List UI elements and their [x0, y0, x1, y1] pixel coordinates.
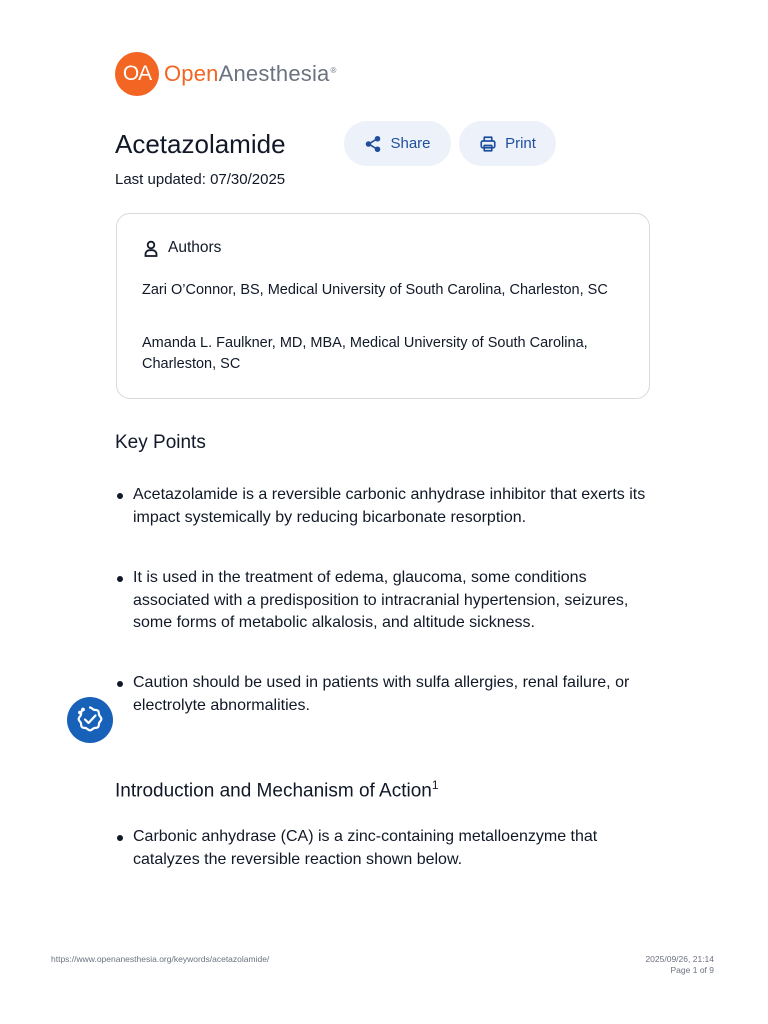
author-entry: Zari O’Connor, BS, Medical University of South Carolina, Charleston, SC: [142, 282, 608, 298]
intro-heading-text: Introduction and Mechanism of Action: [115, 780, 432, 802]
logo-registered: ®: [330, 65, 337, 75]
list-item: Carbonic anhydrase (CA) is a zinc-containing metalloenzyme that catalyzes the reversible reaction shown below.: [115, 826, 655, 871]
logo-wordmark: [164, 61, 337, 87]
authors-heading: [143, 239, 221, 257]
print-label: Print: [505, 135, 536, 152]
footer-datetime: 2025/09/26, 21:14: [645, 954, 714, 964]
reference-link[interactable]: 1: [431, 778, 439, 792]
printer-icon: [479, 135, 497, 153]
logo-anesthesia: Anesthesia: [218, 61, 330, 86]
openanesthesia-logo[interactable]: [115, 52, 337, 96]
page-title: Acetazolamide: [115, 129, 286, 159]
list-item: Caution should be used in patients with sulfa allergies, renal failure, or electrolyte abnormalities.: [115, 672, 655, 717]
last-updated: Last updated: 07/30/2025: [115, 171, 286, 188]
print-button[interactable]: [459, 121, 556, 166]
key-points-list: [115, 672, 655, 717]
logo-open: Open: [164, 61, 219, 86]
list-item: Acetazolamide is a reversible carbonic anhydrase inhibitor that exerts its impact systemically by reducing bicarbonate resorption.: [115, 484, 655, 529]
share-label: Share: [390, 135, 431, 152]
user-icon: [143, 240, 159, 257]
authors-heading-label: Authors: [168, 239, 222, 256]
accessibility-badge-button[interactable]: [67, 697, 113, 743]
key-points-list: [115, 567, 655, 635]
intro-list: [115, 826, 655, 871]
share-icon: [364, 135, 382, 153]
footer-page-number: Page 1 of 9: [670, 965, 714, 975]
author-entry: Amanda L. Faulkner, MD, MBA, Medical University of South Carolina, Charleston, SC: [142, 335, 588, 372]
share-button[interactable]: [344, 121, 451, 166]
footer-meta: [645, 954, 714, 976]
intro-heading: [115, 778, 439, 802]
footer-url: https://www.openanesthesia.org/keywords/acetazolamide/: [51, 954, 270, 964]
list-item: It is used in the treatment of edema, glaucoma, some conditions associated with a predisposition to intracranial hypertension, seizures, some forms of metabolic alkalosis, and altitude sickness.: [115, 567, 655, 635]
logo-mark: OA: [115, 52, 159, 96]
key-points-list: [115, 484, 655, 529]
key-points-heading: Key Points: [115, 432, 206, 453]
authors-card: [116, 213, 650, 399]
check-badge-icon: [74, 704, 106, 736]
